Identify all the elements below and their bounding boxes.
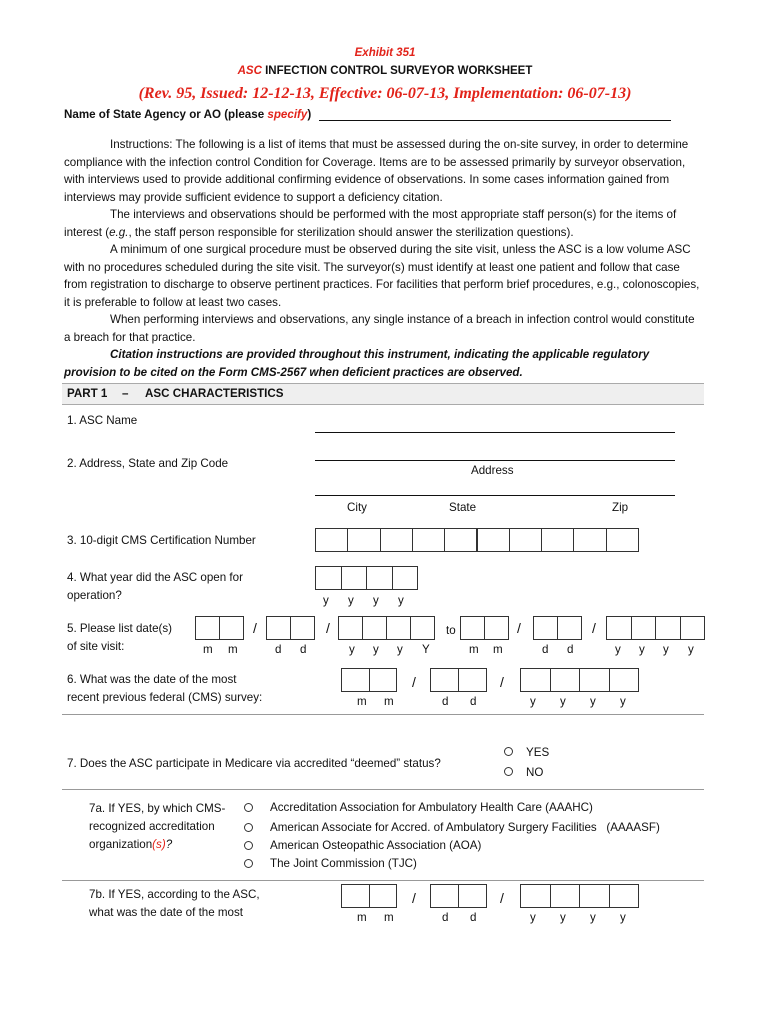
ccn-digit-box[interactable] [477,528,510,552]
year-digit-box[interactable] [315,566,342,590]
worksheet-title [0,65,770,77]
q4-y3: y [373,594,379,607]
q5-y1: y [349,643,355,656]
exhibit-number: Exhibit 351 [354,47,416,59]
q7a-label-line1: 7a. If YES, by which CMS- [89,802,226,815]
q2-label: 2. Address, State and Zip Code [67,457,229,470]
q7b-y2: y [560,911,566,924]
q5-m1: m [203,643,213,656]
q7a-option-radio-aoa[interactable] [244,841,253,850]
visit-date-box[interactable] [338,616,363,640]
revision-line: (Rev. 95, Issued: 12-12-13, Effective: 06-07-13, Implementation: 06-07-13) [138,85,632,102]
q7-label: 7. Does the ASC participate in Medicare via accredited “deemed” status? [67,757,441,770]
year-digit-box[interactable] [341,566,368,590]
q7b-d2: d [470,911,477,924]
q5-d4: d [567,643,574,656]
q5-Y4: Y [422,643,430,656]
visit-date-box[interactable] [557,616,582,640]
ccn-digit-box[interactable] [444,528,477,552]
city-state-zip-field[interactable] [315,495,675,496]
q7-no-radio[interactable] [504,767,513,776]
q7a-option-radio-aaaasf[interactable] [244,823,253,832]
prev-survey-date-box[interactable] [609,668,640,692]
ccn-digit-box[interactable] [541,528,574,552]
q7b-m1: m [357,911,367,924]
q7a-option-aaahc: Accreditation Association for Ambulatory Health Care (AAAHC) [270,801,593,814]
q5-slash-1: / [253,620,257,636]
q6-label-line2: recent previous federal (CMS) survey: [67,691,263,704]
visit-date-box[interactable] [266,616,291,640]
q4-y2: y [348,594,354,607]
part1-dash: – [122,387,129,400]
accred-survey-date-box[interactable] [609,884,640,908]
q7b-d1: d [442,911,449,924]
prev-survey-date-box[interactable] [369,668,398,692]
q7a-option-radio-tjc[interactable] [244,859,253,868]
q7b-slash-2: / [500,890,504,906]
visit-date-box[interactable] [219,616,244,640]
q6-m2: m [384,695,394,708]
separator-q6 [62,714,704,715]
q5-y2: y [373,643,379,656]
accred-survey-date-box[interactable] [430,884,459,908]
visit-date-box[interactable] [631,616,657,640]
visit-date-box[interactable] [533,616,558,640]
instructions-p4: When performing interviews and observations, any single instance of a breach in infection control would constitute a breach for that practice. [64,313,695,344]
prev-survey-date-box[interactable] [579,668,610,692]
q6-slash-2: / [500,674,504,690]
q7a-option-aaaasf: American Associate for Accred. of Ambulatory Surgery Facilities (AAAASF) [270,821,660,834]
q7a-label-line3 [89,838,172,851]
prev-survey-date-box[interactable] [430,668,459,692]
agency-label-prefix: Name of State Agency or AO (please [64,108,268,121]
ccn-digit-box[interactable] [315,528,348,552]
visit-date-box[interactable] [195,616,220,640]
q5-slash-3: / [517,620,521,636]
q7-yes-label: YES [526,746,550,759]
separator-q7 [62,789,704,790]
instructions-p2 [64,206,704,241]
q7-no-label: NO [526,766,544,779]
q7a-label-line3-a: organization [89,838,153,851]
q4-label-line2: operation? [67,589,122,602]
q5-d2: d [300,643,307,656]
q5-y6: y [639,643,645,656]
visit-date-box[interactable] [362,616,387,640]
title-rest: INFECTION CONTROL SURVEYOR WORKSHEET [265,65,533,77]
q6-y3: y [590,695,596,708]
instructions-p3: A minimum of one surgical procedure must be observed during the site visit, unless the ASC is a low volume ASC with no procedures scheduled during the site visit. The surveyor(s) must identify at least one patient and follow that case from registration to discharge to observe pertinent practices. For facilities that perform brief procedures, e.g., colonoscopies, it is preferable to follow at least two cases. [64,243,700,309]
address-field[interactable] [315,460,675,461]
q7a-option-tjc: The Joint Commission (TJC) [270,857,417,870]
prev-survey-date-box[interactable] [520,668,551,692]
accred-survey-date-box[interactable] [369,884,398,908]
visit-date-box[interactable] [410,616,435,640]
prev-survey-date-box[interactable] [458,668,487,692]
q5-m3: m [469,643,479,656]
q1-label: 1. ASC Name [67,414,138,427]
ccn-digit-box[interactable] [509,528,542,552]
q5-slash-2: / [326,620,330,636]
instructions-p2-eg: e.g. [109,225,129,239]
q6-y2: y [560,695,566,708]
q5-y8: y [688,643,694,656]
prev-survey-date-box[interactable] [341,668,370,692]
zip-caption: Zip [612,501,629,514]
q6-label-line1: 6. What was the date of the most [67,673,237,686]
accred-survey-date-box[interactable] [520,884,551,908]
q7b-y4: y [620,911,626,924]
q7a-option-radio-aaahc[interactable] [244,803,253,812]
visit-date-box[interactable] [386,616,411,640]
q6-y4: y [620,695,626,708]
q7b-label-line1: 7b. If YES, according to the ASC, [89,888,260,901]
asc-name-field[interactable] [315,432,675,433]
q7a-label-line3-s: (s) [152,838,166,851]
ccn-digit-box[interactable] [412,528,445,552]
q6-y1: y [530,695,536,708]
accred-survey-date-box[interactable] [579,884,610,908]
q7b-y3: y [590,911,596,924]
q5-y5: y [615,643,621,656]
q7-yes-radio[interactable] [504,747,513,756]
accred-survey-date-box[interactable] [458,884,487,908]
visit-date-box[interactable] [680,616,706,640]
part1-label: PART 1 [67,387,108,400]
state-caption: State [449,501,477,514]
ccn-digit-box[interactable] [573,528,606,552]
agency-name-field[interactable] [319,120,671,121]
part1-header [62,383,704,405]
address-caption: Address [471,464,514,477]
q7b-label-line2: what was the date of the most [89,906,244,919]
q6-slash-1: / [412,674,416,690]
ccn-digit-box[interactable] [347,528,380,552]
q7a-label-line2: recognized accreditation [89,820,215,833]
accred-survey-date-box[interactable] [550,884,581,908]
q5-m4: m [493,643,503,656]
q5-y3: y [397,643,403,656]
q3-label: 3. 10-digit CMS Certification Number [67,534,256,547]
agency-label-specify: specify [267,108,308,121]
visit-date-box[interactable] [484,616,509,640]
year-digit-box[interactable] [366,566,393,590]
q5-y7: y [663,643,669,656]
q7a-option-aoa: American Osteopathic Association (AOA) [270,839,482,852]
q4-label-line1: 4. What year did the ASC open for [67,571,243,584]
agency-label-suffix: ) [307,108,312,121]
q7b-slash-1: / [412,890,416,906]
q5-slash-4: / [592,620,596,636]
ccn-digit-box[interactable] [606,528,639,552]
ccn-digit-box[interactable] [380,528,413,552]
citation-instructions: Citation instructions are provided throughout this instrument, indicating the applicable regulatory provision to be cited on the Form CMS-2567 when deficient practices are observed. [64,348,650,379]
part1-heading: ASC CHARACTERISTICS [145,387,284,400]
agency-label [64,108,311,121]
q4-y1: y [323,594,329,607]
q5-label-line2: of site visit: [67,640,125,653]
instructions-p2-a: The interviews and observations should be performed with the most appropriate staff person(s) for the items of interest ( [64,208,677,239]
q5-label-line1: 5. Please list date(s) [67,622,173,635]
separator-q7a [62,880,704,881]
q5-to: to [446,624,456,637]
visit-date-box[interactable] [460,616,485,640]
q4-y4: y [398,594,404,607]
q5-d1: d [275,643,282,656]
q6-m1: m [357,695,367,708]
q6-d2: d [470,695,477,708]
instructions-p1: Instructions: The following is a list of items that must be assessed during the on-site survey, in order to determine compliance with the infection control Condition for Coverage. Items are to be assessed primarily by surveyor observation, with interviews used to provide additional confirming evidence of observations. In some cases information gained from interviews may provide sufficient evidence to support a deficiency citation. [64,138,689,204]
q5-d3: d [542,643,549,656]
accred-survey-date-box[interactable] [341,884,370,908]
q7b-y1: y [530,911,536,924]
year-digit-box[interactable] [392,566,419,590]
q6-d1: d [442,695,449,708]
q7a-label-line3-q: ? [165,838,173,851]
q5-m2: m [228,643,238,656]
city-caption: City [347,501,367,514]
visit-date-box[interactable] [655,616,681,640]
q7b-m2: m [384,911,394,924]
visit-date-box[interactable] [606,616,632,640]
instructions-p2-b: , the staff person responsible for sterilization should answer the sterilization questions). [128,225,574,239]
prev-survey-date-box[interactable] [550,668,581,692]
visit-date-box[interactable] [290,616,315,640]
title-asc: ASC [237,65,262,77]
